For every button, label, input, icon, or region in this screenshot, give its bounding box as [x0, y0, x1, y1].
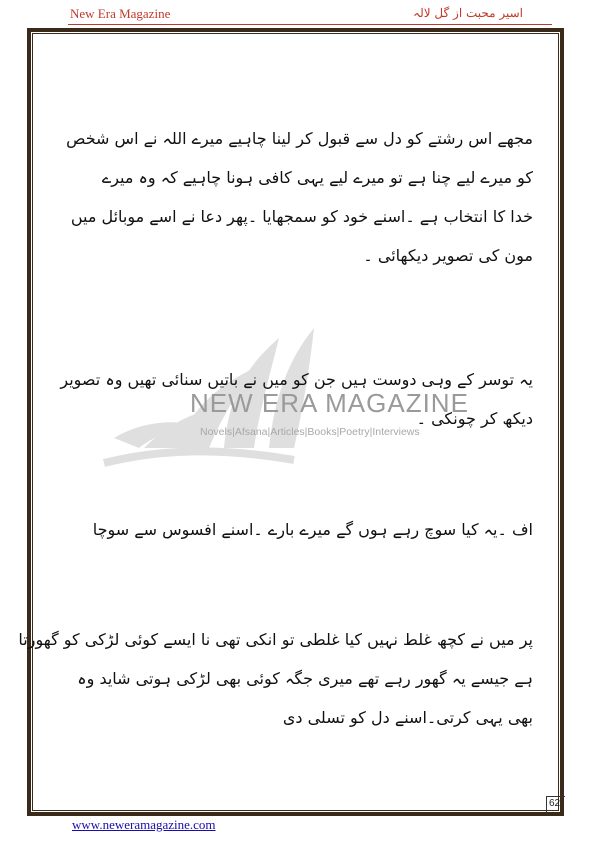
paragraph-2	[60, 360, 533, 438]
text-line: کو میرے لیے چنا ہے تو میرے لیے یہی کافی ہونا چاہیے کہ وہ میرے	[101, 168, 533, 187]
text-line: اف ۔یہ کیا سوچ رہے ہوں گے میرے بارے ۔اسنے افسوس سے سوچا	[92, 520, 533, 539]
page-number: 62	[549, 798, 561, 809]
text-line: دیکھ کر چونکی ۔	[416, 409, 533, 428]
text-line: پر میں نے کچھ غلط نہیں کیا غلطی تو انکی تھی نا ایسے کوئی لڑکی کو گھورتا	[18, 630, 533, 649]
footer-website-link[interactable]: www.neweramagazine.com	[72, 817, 216, 832]
watermark-subtitle: Novels|Afsana|Articles|Books|Poetry|Interviews	[200, 426, 420, 438]
watermark-title: NEW ERA MAGAZINE	[190, 388, 469, 418]
text-line: خدا کا انتخاب ہے ۔اسنے خود کو سمجھایا ۔پھر دعا نے اسے موبائل میں	[70, 207, 533, 226]
header-magazine-name: New Era Magazine	[70, 6, 171, 21]
paragraph-3	[70, 510, 533, 549]
text-line: مون کی تصویر دیکھائی ۔	[363, 246, 533, 265]
paragraph-1	[66, 119, 533, 275]
header-rule	[68, 24, 552, 25]
text-line: بھی یہی کرتی۔اسنے دل کو تسلی دی	[282, 708, 533, 727]
text-line: مجھے اس رشتے کو دل سے قبول کر لینا چاہیے میرے اللہ نے اس شخص	[66, 129, 533, 148]
text-line: یہ توسر کے وہی دوست ہیں جن کو میں نے باتیں سنائی تھیں وہ تصویر	[60, 370, 533, 389]
header-story-title: اسیر محبت از گل لالہ	[413, 6, 523, 20]
paragraph-4	[18, 620, 533, 737]
text-line: ہے جیسے یہ گھور رہے تھے میری جگہ کوئی بھی لڑکی ہوتی شاید وہ	[77, 669, 533, 688]
